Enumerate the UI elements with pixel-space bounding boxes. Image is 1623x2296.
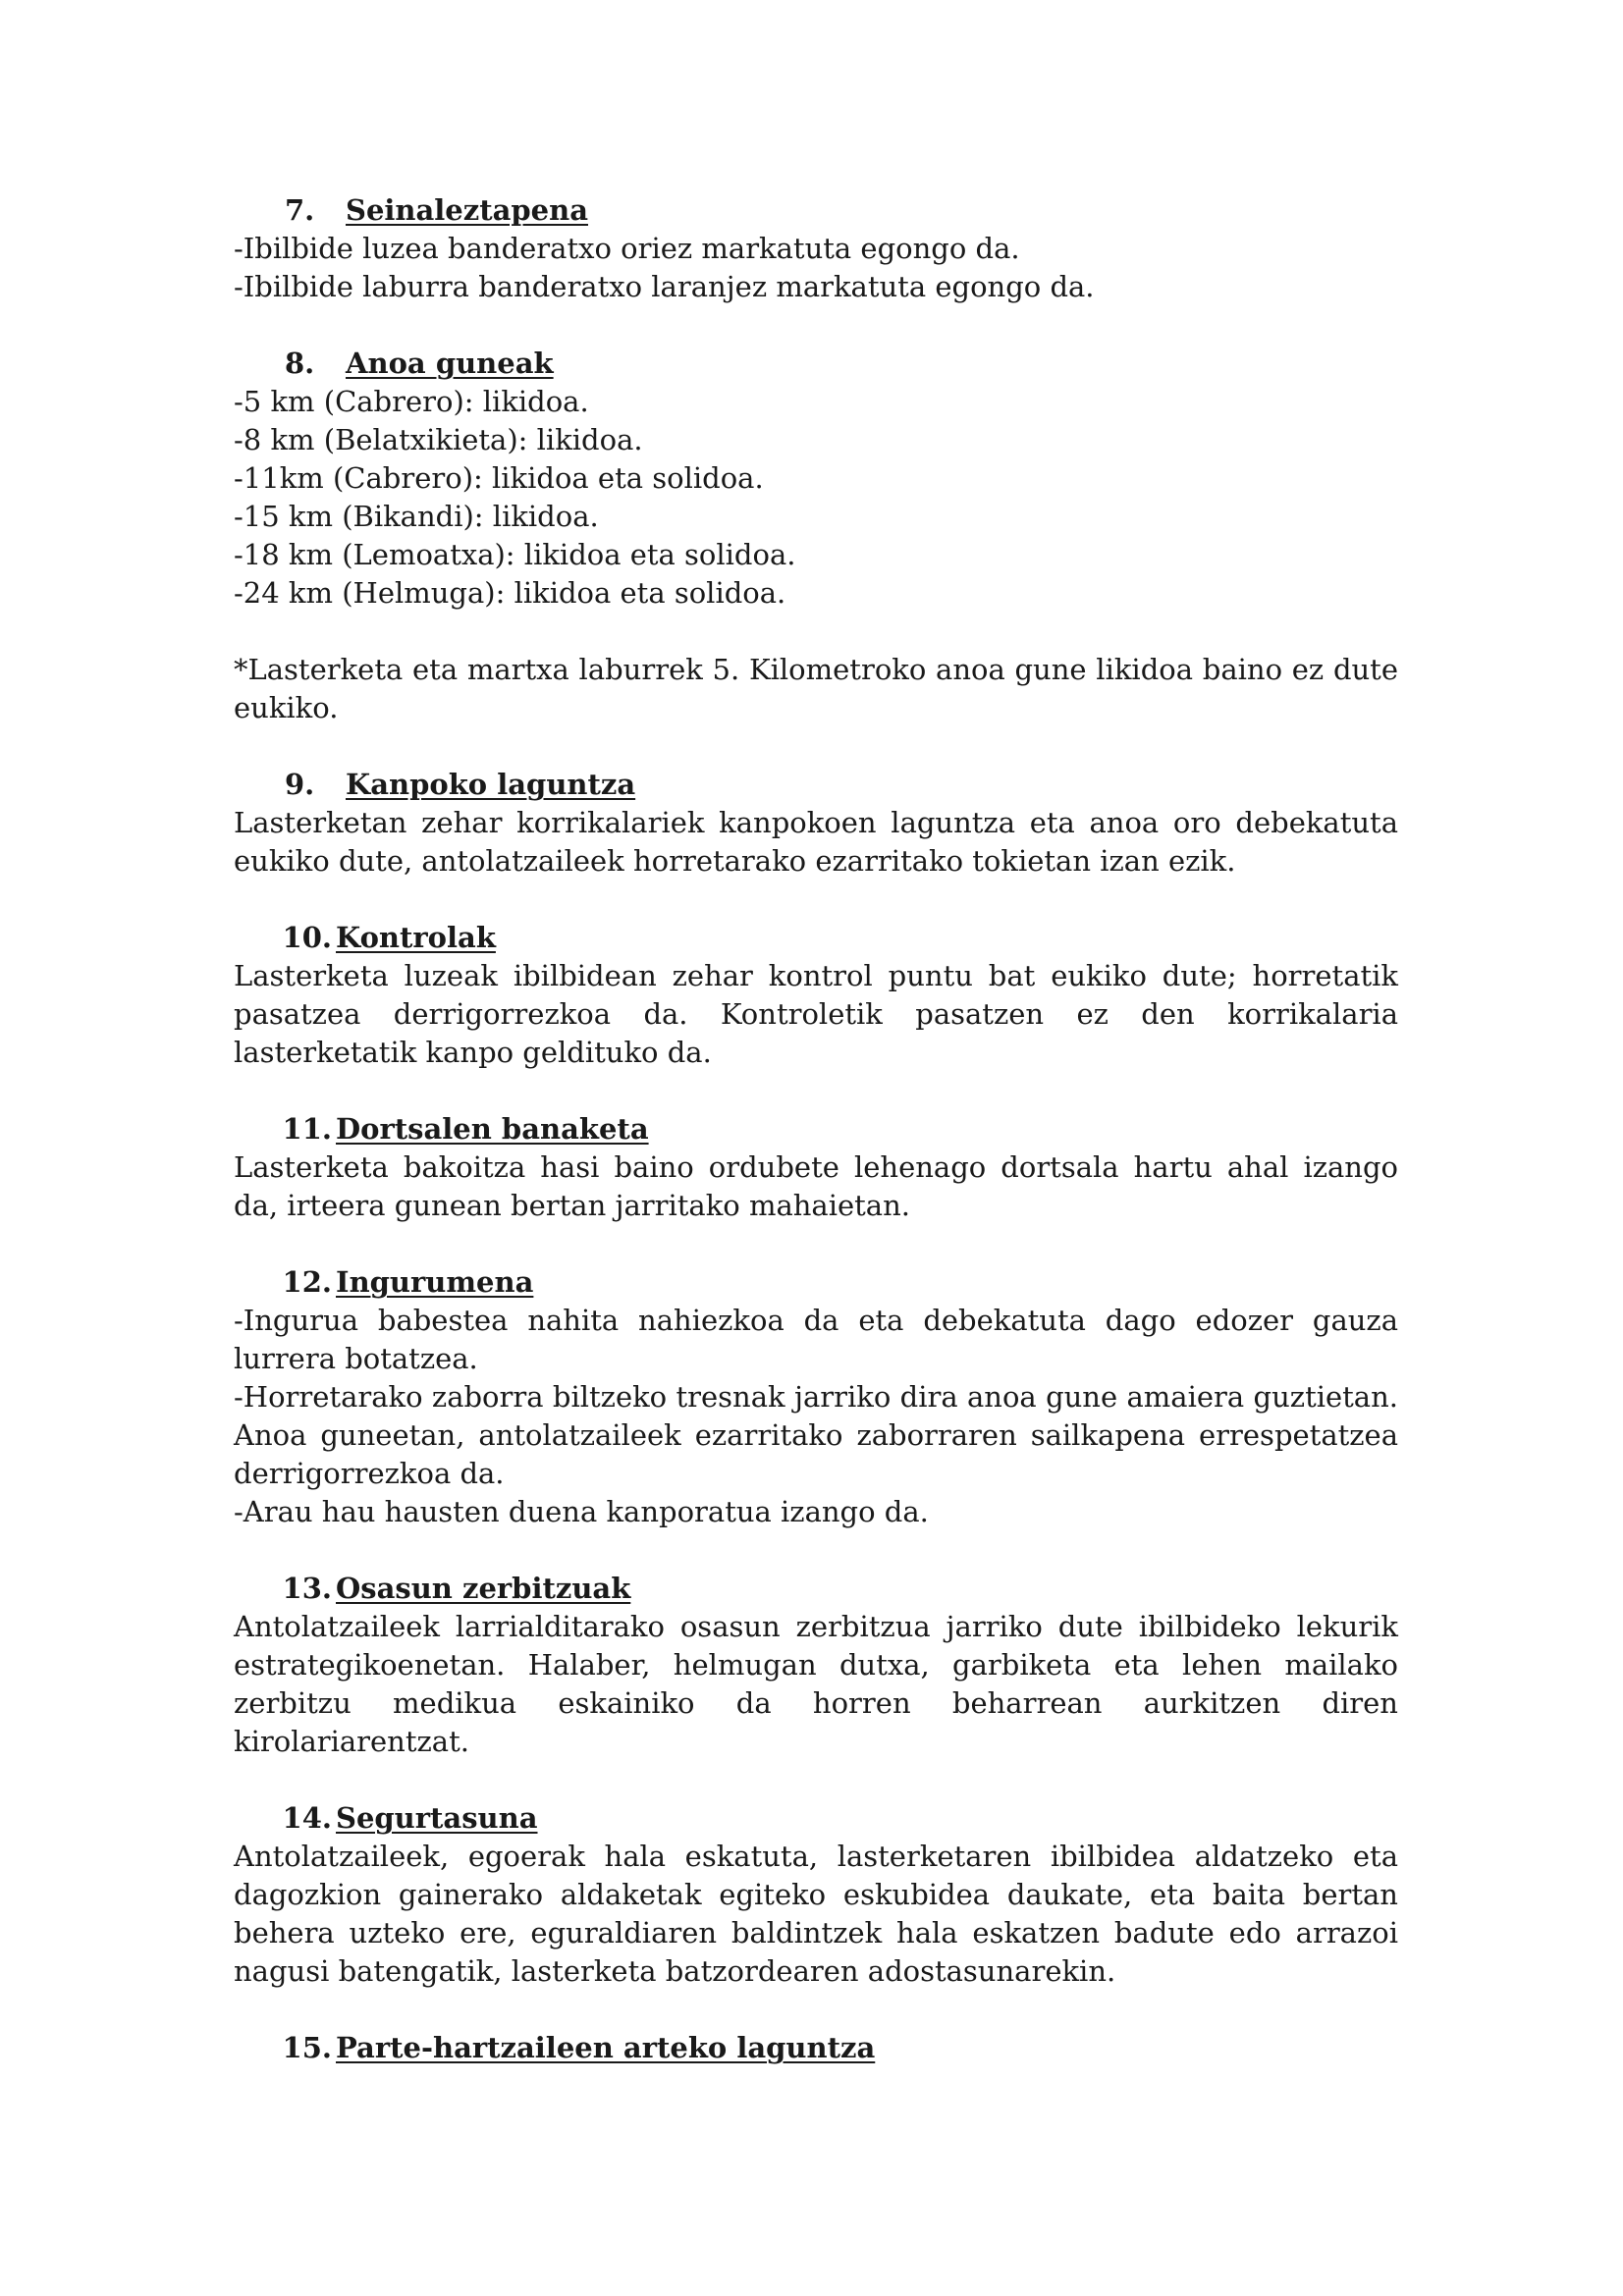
section-heading: [234, 1263, 1398, 1302]
section-title: Dortsalen banaketa: [336, 1112, 649, 1146]
document-body: [234, 191, 1398, 2106]
section-seinaleztapena: [234, 191, 1398, 306]
section-title: Anoa guneak: [346, 347, 554, 380]
section-title: Segurtasuna: [336, 1801, 538, 1835]
section-heading: [234, 191, 1398, 230]
section-paragraph: Antolatzaileek, egoerak hala eskatuta, lasterketaren ibilbidea aldatzeko eta dagozkion gainerako aldaketak egiteko eskubidea daukate, eta baita bertan behera uzteko ere, eguraldiaren baldintzek hala eskatzen badute edo arrazoi nagusi batengatik, lasterketa batzordearen adostasunarekin.: [234, 1840, 1398, 1988]
section-paragraph: -Arau hau hausten duena kanporatua izango da.: [234, 1495, 929, 1528]
aid-station-line: -18 km (Lemoatxa): likidoa eta solidoa.: [234, 538, 796, 571]
aid-station-line: -11km (Cabrero): likidoa eta solidoa.: [234, 461, 764, 495]
section-paragraph: -Horretarako zaborra biltzeko tresnak jarriko dira anoa gune amaiera guztietan. Anoa guneetan, antolatzaileek ezarritako zaborraren sailkapena errespetatzea derrigorrezkoa da.: [234, 1380, 1398, 1490]
section-heading: [234, 345, 1398, 383]
section-kontrolak: [234, 919, 1398, 1072]
section-title: Kanpoko laguntza: [346, 768, 636, 801]
section-number: 10.: [282, 921, 332, 954]
section-anoa-guneak: [234, 345, 1398, 727]
section-number: 15.: [282, 2031, 332, 2064]
section-line: -Ibilbide luzea banderatxo oriez markatuta egongo da.: [234, 232, 1020, 265]
aid-station-line: -8 km (Belatxikieta): likidoa.: [234, 423, 643, 456]
section-paragraph: Lasterketa bakoitza hasi baino ordubete lehenago dortsala hartu ahal izango da, irteera gunean bertan jarritako mahaietan.: [234, 1150, 1398, 1222]
section-heading: [234, 2029, 1398, 2067]
section-title: Kontrolak: [336, 921, 496, 954]
section-kanpoko-laguntza: [234, 766, 1398, 881]
section-paragraph: -Ingurua babestea nahita nahiezkoa da eta debekatuta dago edozer gauza lurrera botatzea.: [234, 1304, 1398, 1375]
section-title: Ingurumena: [336, 1265, 534, 1299]
section-heading: [234, 1110, 1398, 1148]
section-number: 13.: [282, 1572, 332, 1605]
section-title: Parte-hartzaileen arteko laguntza: [336, 2031, 876, 2064]
section-heading: [234, 766, 1398, 804]
section-number: 12.: [282, 1265, 332, 1299]
section-segurtasuna: [234, 1799, 1398, 1991]
section-ingurumena: [234, 1263, 1398, 1531]
section-title: Seinaleztapena: [346, 193, 589, 227]
section-number: 9.: [285, 768, 315, 801]
section-paragraph: Antolatzaileek larrialditarako osasun zerbitzua jarriko dute ibilbideko lekurik estrategikoenetan. Halaber, helmugan dutxa, garbiketa eta lehen mailako zerbitzu medikua eskainiko da horren beharrean aurkitzen diren kirolariarentzat.: [234, 1610, 1398, 1758]
aid-station-line: -15 km (Bikandi): likidoa.: [234, 500, 599, 533]
aid-station-line: -24 km (Helmuga): likidoa eta solidoa.: [234, 576, 786, 610]
section-number: 7.: [285, 193, 315, 227]
section-heading: [234, 1799, 1398, 1838]
section-line: -Ibilbide laburra banderatxo laranjez markatuta egongo da.: [234, 270, 1095, 303]
section-osasun-zerbitzuak: [234, 1570, 1398, 1761]
aid-station-line: -5 km (Cabrero): likidoa.: [234, 385, 589, 418]
section-heading: [234, 919, 1398, 957]
section-paragraph: Lasterketa luzeak ibilbidean zehar kontrol puntu bat eukiko dute; horretatik pasatzea derrigorrezkoa da. Kontroletik pasatzen ez den korrikalaria lasterketatik kanpo geldituko da.: [234, 959, 1398, 1069]
section-dortsalen-banaketa: [234, 1110, 1398, 1225]
section-number: 11.: [282, 1112, 332, 1146]
section-note: *Lasterketa eta martxa laburrek 5. Kilometroko anoa gune likidoa baino ez dute eukiko.: [234, 653, 1398, 724]
section-number: 8.: [285, 347, 315, 380]
section-number: 14.: [282, 1801, 332, 1835]
section-paragraph: Lasterketan zehar korrikalariek kanpokoen laguntza eta anoa oro debekatuta eukiko dute, antolatzaileek horretarako ezarritako tokietan izan ezik.: [234, 806, 1398, 878]
section-parte-hartzaileen-arteko-laguntza: [234, 2029, 1398, 2067]
section-heading: [234, 1570, 1398, 1608]
section-title: Osasun zerbitzuak: [336, 1572, 631, 1605]
